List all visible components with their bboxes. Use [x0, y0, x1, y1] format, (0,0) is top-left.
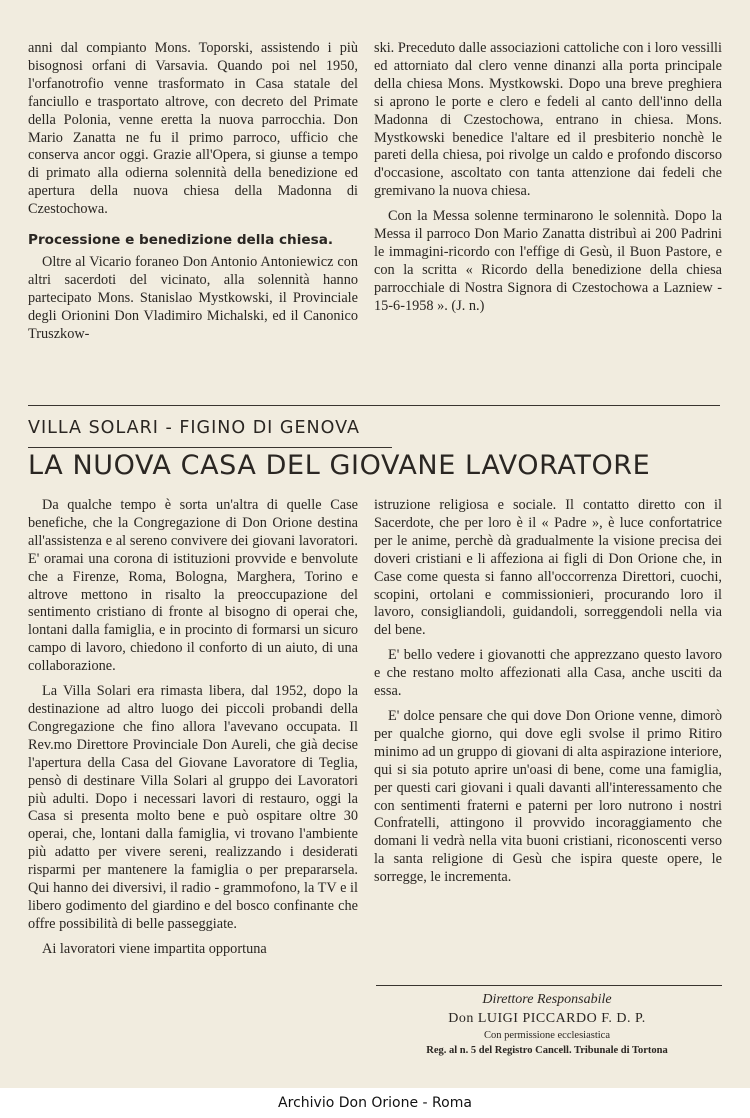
credits-title: Direttore Responsabile — [482, 992, 612, 1007]
credits-name: Don LUIGI PICCARDO F. D. P. — [448, 1011, 646, 1026]
credits-permission: Con permissione ecclesiastica — [484, 1030, 610, 1041]
paragraph: Oltre al Vicario foraneo Don Antonio Antoniewicz con altri sacerdoti del vicinato, alla solennità hanno partecipato Mons. Stanislao Mystkowski, il Provinciale degli Orionini Don Vladimiro Michalski, ed il Canonico Truszkow- — [28, 254, 358, 342]
section-divider — [28, 405, 720, 406]
paragraph: ski. Preceduto dalle associazioni cattoliche con i loro vessilli ed attorniato dal clero venne dinanzi alla porta principale della chiesa Mons. Mystkowski. Dopo una breve preghiera si aprono le porte e clero e fedeli al canto dell'inno della Madonna di Czestochowa, entrano in chiesa. Mons. Mystkowski benedice l'altare ed il presbiterio nonchè le pareti della chiesa, poi rivolge un caldo e profondo discorso d'occasione, ascoltato con tanta attenzione dai fedeli che gremivano la nuova chiesa. — [374, 40, 722, 200]
paragraph: E' dolce pensare che qui dove Don Orione venne, dimorò per qualche giorno, qui dove egli svolse il primo Ritiro minimo ad un gruppo di giovani di alta aspirazione interiore, qui si sia potuto aprire un'oasi di bene, come una famiglia, per questi cari giovani i quali davanti all'interessamento che con sentimenti fraterni e paterni per loro nutrono i nostri Confratelli, attingono il provvido incoraggiamento che domani li vedrà nella vita buoni cristiani, riconoscenti verso la santa religione di Gesù che ispira queste opere, le sorregge, le incrementa. — [374, 707, 722, 886]
article-left-column — [28, 497, 358, 966]
article-right-column — [374, 497, 722, 894]
credits-divider — [376, 985, 722, 986]
credits-registry: Reg. al n. 5 del Registro Cancell. Tribunale di Tortona — [426, 1045, 668, 1056]
section-heading: Processione e benedizione della chiesa. — [28, 232, 334, 249]
kicker-underline — [28, 447, 392, 448]
paragraph: anni dal compianto Mons. Toporski, assistendo i più bisognosi orfani di Varsavia. Quando poi nel 1950, l'orfanotrofio venne trasformato in Casa statale del fanciullo e trasportato altrove, con decreto del Primate della Polonia, venne eretta la nuova parrocchia. Don Mario Zanatta ne fu il primo parroco, ufficio che conserva ancor oggi. Grazie all'Opera, si giunse a tempo di primato alla odierna solennità della benedizione ed apertura della nuova chiesa della Madonna di Czestochowa. — [28, 40, 358, 218]
paragraph: Con la Messa solenne terminarono le solennità. Dopo la Messa il parroco Don Mario Zanatta distribuì ai 200 Padrini le immagini-ricordo con l'effige di Gesù, il Buon Pastore, e con la scritta « Ricordo della benedizione della chiesa parrocchiale di Nostra Signora di Czestochowa a Lazniew - 15-6-1958 ». (J. n.) — [374, 208, 722, 314]
article-kicker: VILLA SOLARI - FIGINO DI GENOVA — [28, 418, 360, 438]
archive-footer: Archivio Don Orione - Roma — [0, 1088, 750, 1118]
paragraph: Da qualche tempo è sorta un'altra di quelle Case benefiche, che la Congregazione di Don Orione destina all'assistenza e al sereno convivere dei giovani lavoratori. E' oramai una corona di istituzioni provvide e benvolute che a Firenze, Roma, Bologna, Marghera, Torino e altrove mettono in risalto la preoccupazione del sentimento cristiano di fronte al bisogno di operai che, lontani dalla famiglia, e in procinto di formarsi un sicuro campo di lavoro, chiedono il conforto di un aiuto, di una collaborazione. — [28, 497, 358, 675]
credits-block — [372, 990, 722, 1058]
paragraph: E' bello vedere i giovanotti che apprezzano questo lavoro e che restano molto affezionati alla Casa, anche usciti da essa. — [374, 647, 722, 700]
top-right-column — [374, 40, 722, 323]
paragraph: La Villa Solari era rimasta libera, dal 1952, dopo la destinazione ad altro luogo dei piccoli probandi della Congregazione che fino allora l'avevano occupata. Il Rev.mo Direttore Provinciale Don Aureli, che già decise l'apertura della Casa del Giovane Lavoratore di Teglia, pensò di destinare Villa Solari al gruppo dei Lavoratori più adulti. Dopo i necessari lavori di restauro, oggi la Casa si presenta molto bene e può ospitare oltre 30 operai, che, lontani dalla famiglia, vi trovano l'ambiente più adatto per vivere sereni, realizzando i desiderati risparmi per mantenere la famiglia o per prepararsela. Qui hanno dei diversivi, il radio - grammofono, la TV e il libero godimento del giardino e del bosco confinante che offre possibilità di belle passeggiate. — [28, 683, 358, 932]
article-headline: LA NUOVA CASA DEL GIOVANE LAVORATORE — [28, 450, 651, 481]
paragraph: Ai lavoratori viene impartita opportuna — [42, 940, 267, 957]
top-left-column — [28, 40, 358, 351]
paragraph: istruzione religiosa e sociale. Il contatto diretto con il Sacerdote, che per loro è il « Padre », è luce confortatrice per le anime, perchè dà gradualmente la visione precisa dei doveri cristiani e li affeziona ai figli di Don Orione che, in Case come questa si fanno all'occorrenza Direttori, cuochi, scopini, ortolani e commissionieri, procurando loro il lavoro, consigliandoli, guidandoli, sorreggendoli nella via del bene. — [374, 497, 722, 639]
